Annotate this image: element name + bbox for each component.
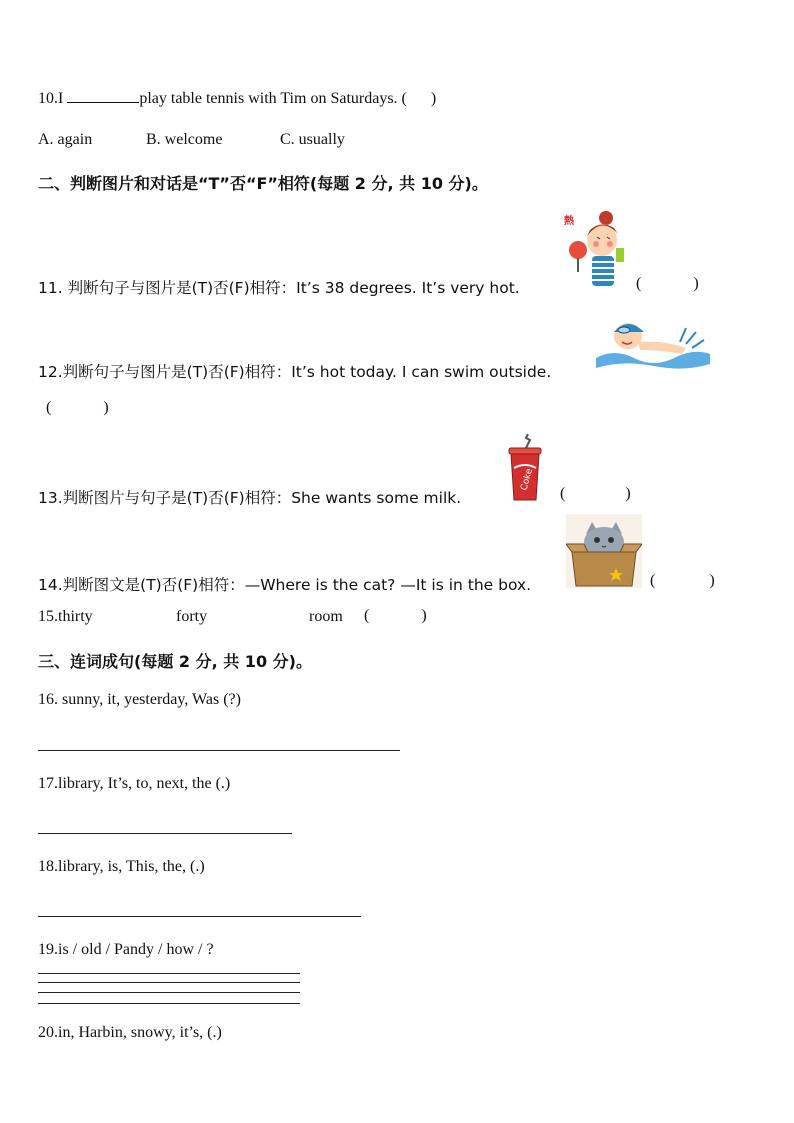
q10-option-c[interactable]: C. usually [280, 131, 345, 148]
cola-cup-icon [506, 434, 544, 502]
q16-answer-line[interactable] [38, 750, 400, 751]
q19-answer-line-3[interactable] [38, 992, 300, 993]
q19-answer-line-4[interactable] [38, 1003, 300, 1004]
hot-girl-icon [562, 210, 630, 292]
q10-answer-blank[interactable] [67, 88, 139, 103]
q15-word-3: room [309, 608, 343, 625]
q15-word-1: 15.thirty [38, 608, 93, 625]
q10-option-b[interactable]: B. welcome [146, 131, 223, 148]
cat-in-box-icon [566, 514, 642, 588]
svg-text:熱: 熱 [564, 216, 574, 227]
question-20: 20.in, Harbin, snowy, it’s, (.) [38, 1024, 222, 1041]
q15-word-2: forty [176, 608, 208, 625]
q19-answer-line-1[interactable] [38, 973, 300, 974]
question-18: 18.library, is, This, the, (.) [38, 858, 205, 875]
q15-answer-paren[interactable]: ( ) [364, 607, 427, 624]
q14-answer-paren[interactable]: ( ) [650, 572, 715, 589]
q19-answer-line-2[interactable] [38, 982, 300, 983]
question-16: 16. sunny, it, yesterday, Was (?) [38, 691, 241, 708]
question-19: 19.is / old / Pandy / how / ? [38, 941, 214, 958]
question-10 [38, 88, 436, 108]
swimmer-icon [594, 314, 712, 372]
question-13: 13.判断图片与句子是(T)否(F)相符：She wants some milk. [38, 489, 462, 507]
q10-paren-close: ) [430, 90, 437, 107]
q10-sentence: play table tennis with Tim on Saturdays. ( [139, 90, 407, 107]
question-17: 17.library, It’s, to, next, the (.) [38, 775, 231, 792]
section-3-heading: 三、连词成句(每题 2 分, 共 10 分)。 [38, 652, 312, 671]
q13-answer-paren[interactable]: ( ) [560, 485, 631, 502]
question-12: 12.判断句子与图片是(T)否(F)相符：It’s hot today. I can swim outside. [38, 363, 552, 381]
q17-answer-line[interactable] [38, 833, 292, 834]
q10-prefix: 10.I [38, 90, 68, 107]
question-11: 11. 判断句子与图片是(T)否(F)相符：It’s 38 degrees. It’s very hot. [38, 279, 520, 297]
cola-label: Coke [519, 467, 535, 492]
q11-answer-paren[interactable]: ( ) [636, 275, 699, 292]
q10-option-a[interactable]: A. again [38, 131, 93, 148]
q12-answer-paren[interactable]: ( ) [46, 399, 109, 416]
section-2-heading: 二、判断图片和对话是“T”否“F”相符(每题 2 分, 共 10 分)。 [38, 174, 488, 193]
q18-answer-line[interactable] [38, 916, 361, 917]
question-14: 14.判断图文是(T)否(F)相符：—Where is the cat? —It is in the box. [38, 576, 532, 594]
